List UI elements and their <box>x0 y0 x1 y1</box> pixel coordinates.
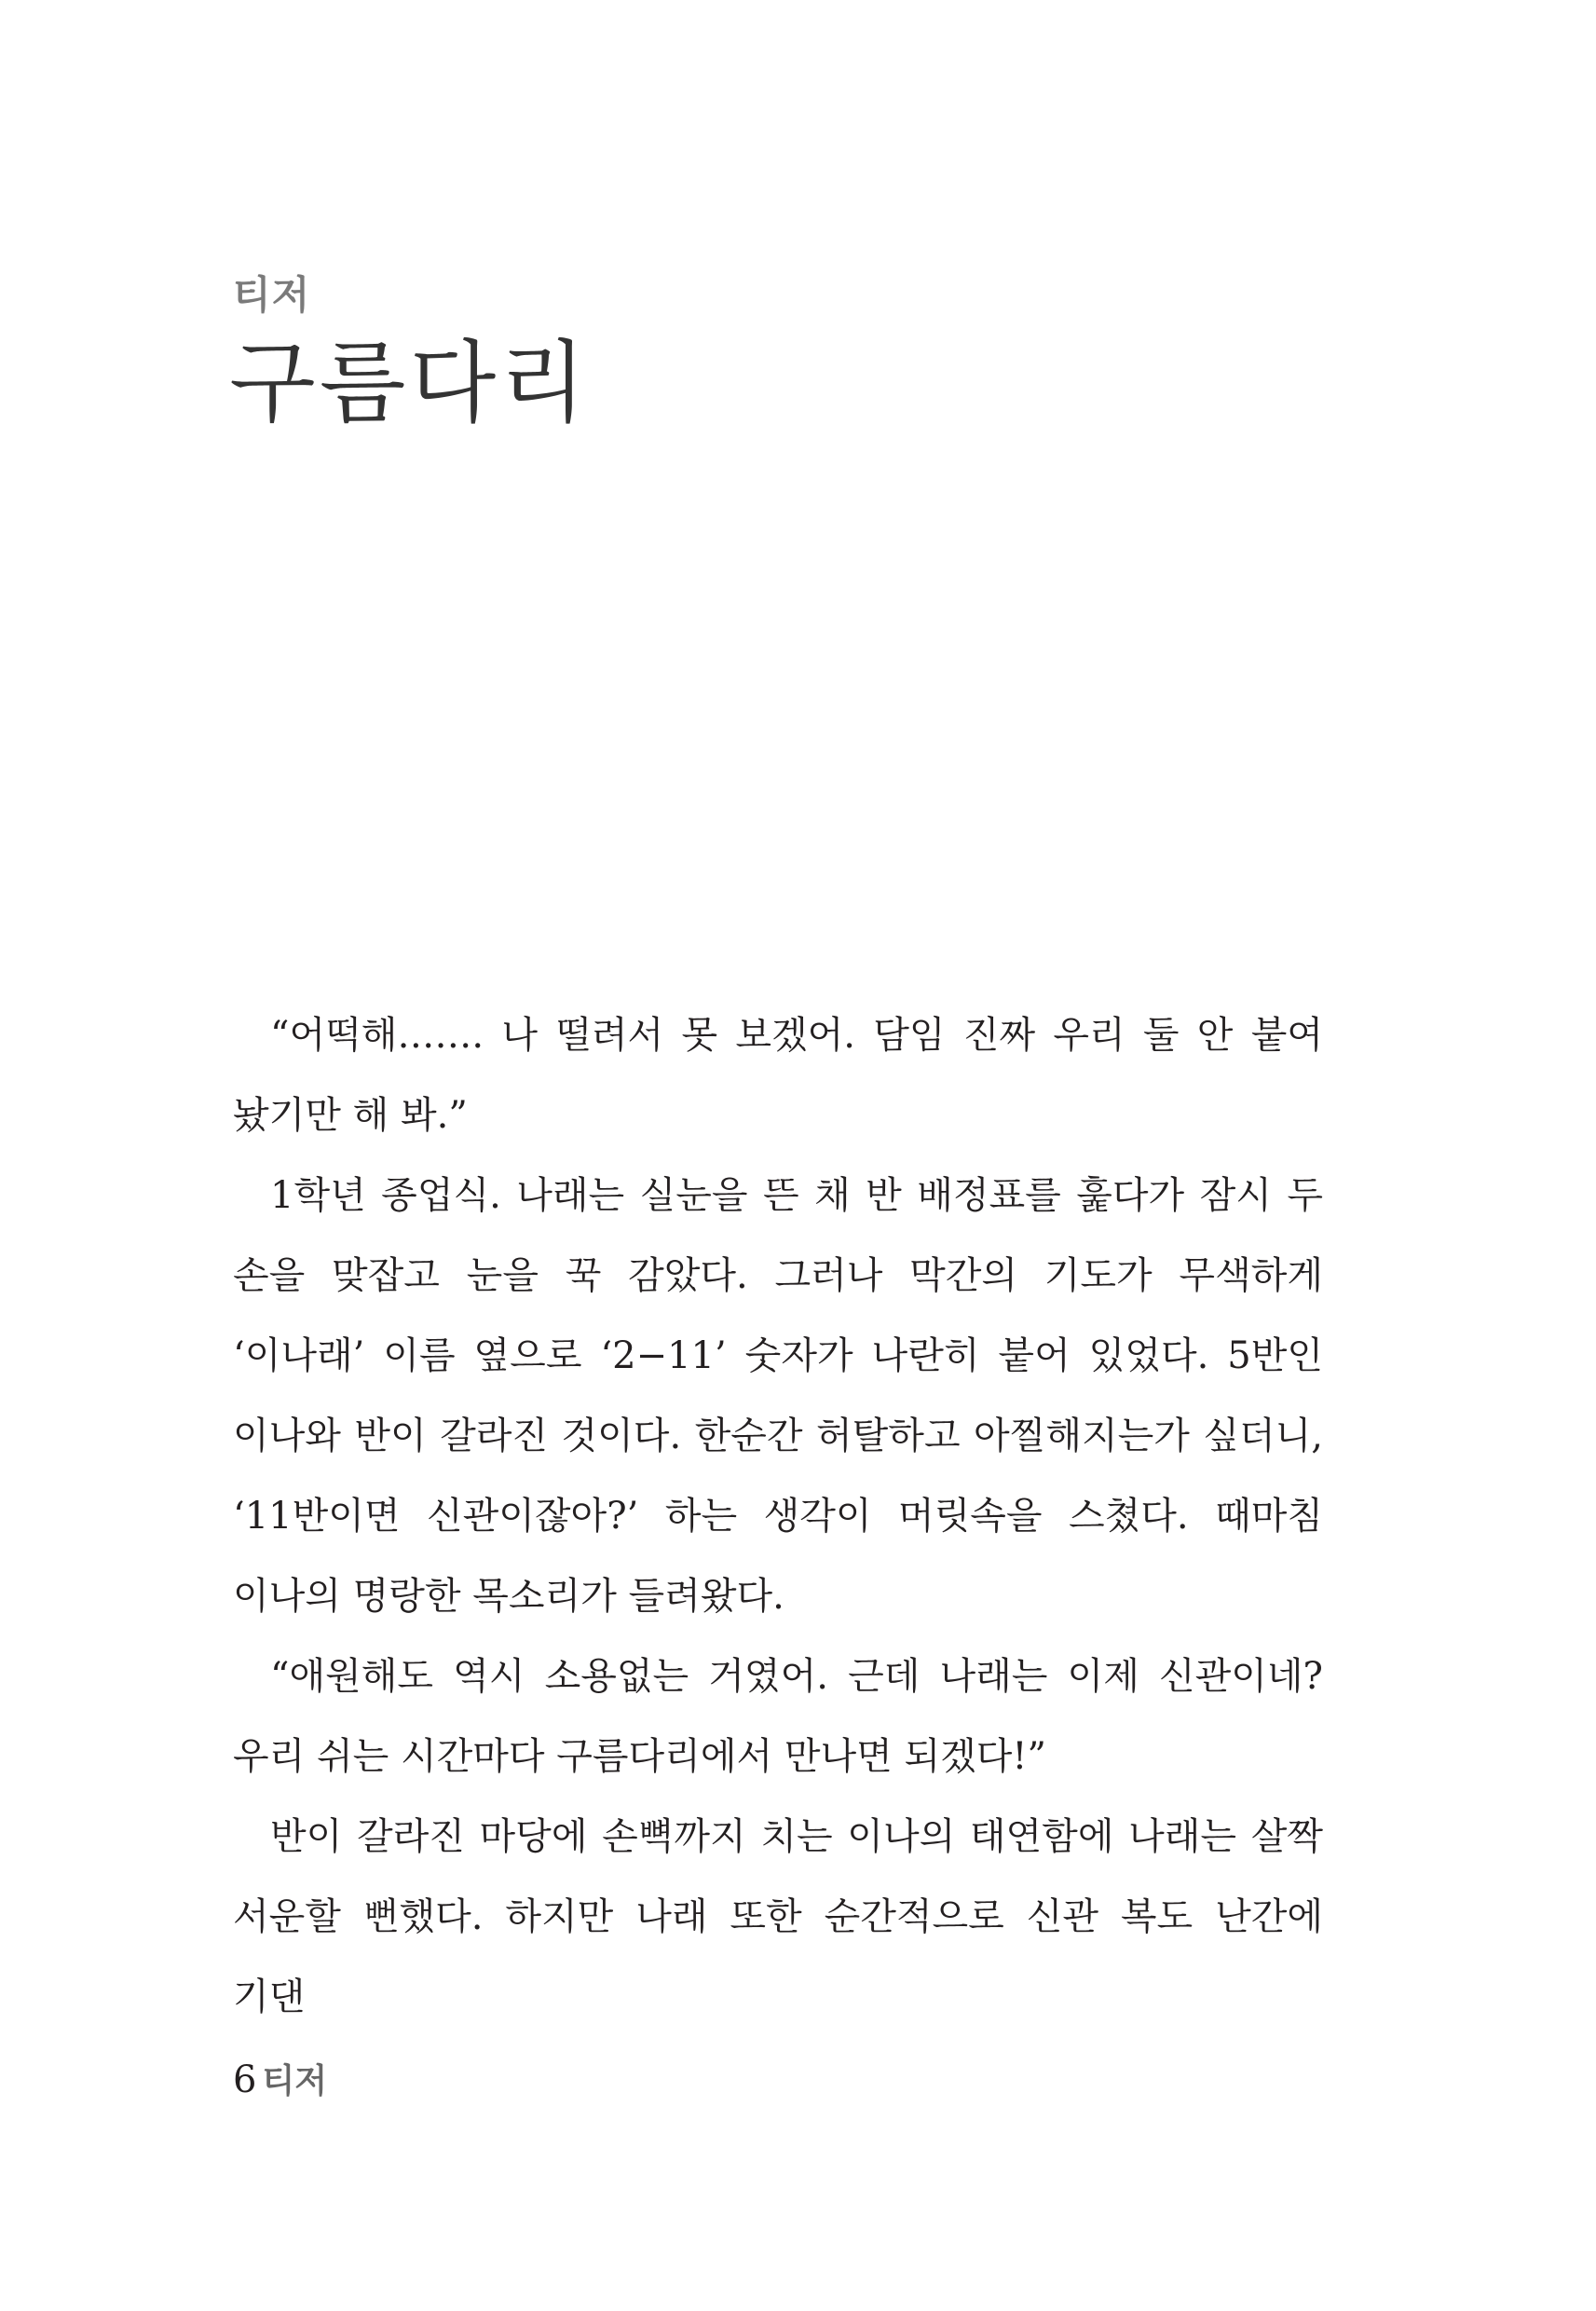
chapter-title: 구름다리 <box>229 331 590 435</box>
paragraph: “어떡해……. 나 떨려서 못 보겠어. 담임 진짜 우리 둘 안 붙여 놨기만 해 봐.” <box>233 1014 1323 1137</box>
paragraph: 반이 갈라진 마당에 손뼉까지 치는 이나의 태연함에 나래는 살짝 서운할 뻔했다. 하지만 나래 또한 순간적으로 신관 복도 난간에 기댄 <box>233 1815 1323 2018</box>
paragraph: 1학년 종업식. 나래는 실눈을 뜬 채 반 배정표를 훑다가 잠시 두 손을 맞잡고 눈을 꾹 감았다. 그러나 막간의 기도가 무색하게 ‘이나래’ 이름 옆으로 ‘2−11’ 숫자가 나란히 붙어 있었다. 5반인 이나와 반이 갈라진 것이다. 한순간 허탈하고 아찔해지는가 싶더니, ‘11반이면 신관이잖아?’ 하는 생각이 머릿속을 스쳤다. 때마침 이나의 명랑한 목소리가 들려왔다. <box>233 1174 1323 1618</box>
running-section-title: 티저 <box>262 2062 328 2100</box>
chapter-label: 티저 <box>233 272 311 318</box>
page-footer <box>233 2058 327 2104</box>
page-number: 6 <box>233 2058 257 2101</box>
body-text <box>233 995 1323 2037</box>
paragraph: “애원해도 역시 소용없는 거였어. 근데 나래는 이제 신관이네? 우리 쉬는 시간마다 구름다리에서 만나면 되겠다!” <box>233 1655 1323 1778</box>
